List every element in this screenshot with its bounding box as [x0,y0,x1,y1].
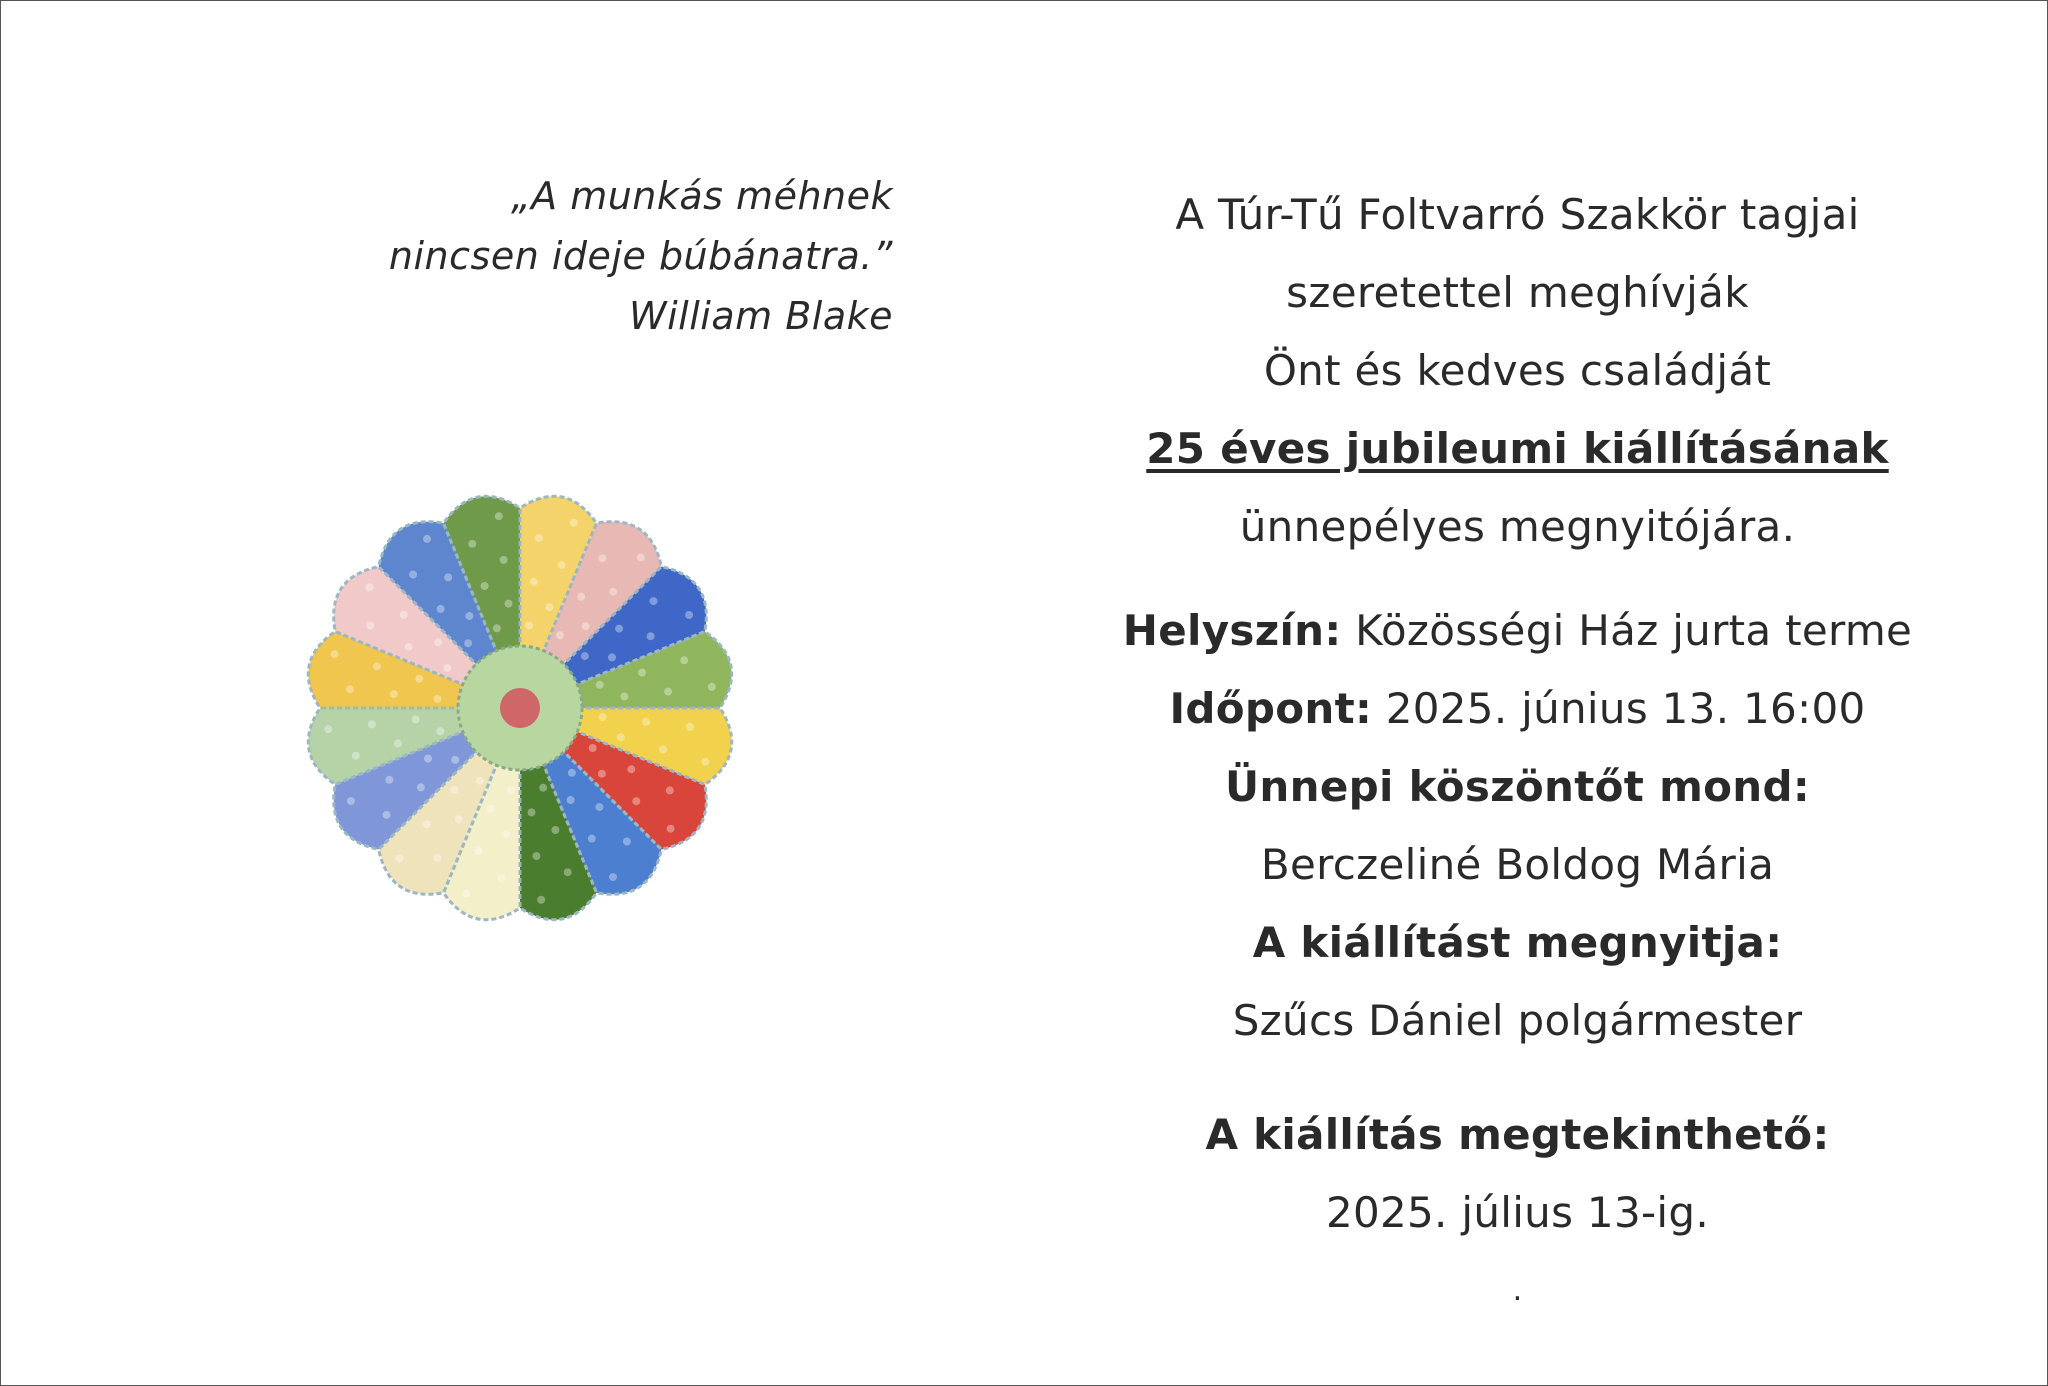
quilt-petal-pattern-dot [664,688,672,696]
quilt-petal-pattern-dot [599,713,607,721]
quilt-petal-pattern-dot [609,873,617,881]
quilt-petal-pattern-dot [708,683,716,691]
quilt-petal-pattern-dot [530,578,538,586]
quilt-petal-pattern-dot [495,512,503,520]
quilt-petal-pattern-dot [556,631,564,639]
quilt-petal-pattern-dot [598,554,606,562]
quilt-petal-pattern-dot [415,675,423,683]
invitation-text [1080,176,1955,1330]
quilt-petal-pattern-dot [564,868,572,876]
greeting-person: Berczeliné Boldog Mária [1260,840,1775,889]
quilt-petal-pattern-dot [659,746,667,754]
time-row [1080,670,1955,748]
quilt-petal-pattern-dot [493,624,501,632]
quilt-petal-pattern-dot [667,825,675,833]
quilt-petal-pattern-dot [609,588,617,596]
quilt-petal-pattern-dot [617,733,625,741]
quilt-petal-pattern-dot [666,786,674,794]
quilt-petal-pattern-dot [545,603,553,611]
quilt-petal-pattern-dot [423,535,431,543]
quilt-petal-pattern-dot [324,725,332,733]
quilt-petal-pattern-dot [424,755,432,763]
quilt-petal-pattern-dot [502,830,510,838]
quilt-petal-pattern-dot [347,797,355,805]
quote-line-1: „A munkás méhnek [510,174,893,218]
location-row [1080,592,1955,670]
quilt-petal-pattern-dot [451,756,459,764]
quilt-petal-pattern-dot [525,622,533,630]
viewable-until: 2025. július 13-ig. [1325,1188,1710,1237]
jubilee-exhibition-title: 25 éves jubileumi kiállításának [1146,424,1889,473]
greeting-label: Ünnepi köszöntőt mond: [1225,762,1810,811]
quilt-petal-pattern-dot [434,854,442,862]
quilt-petal-pattern-dot [500,556,508,564]
quilt-petal-pattern-dot [436,727,444,735]
quilt-petal-pattern-dot [620,693,628,701]
quilt-petal-pattern-dot [627,765,635,773]
quilt-petal-pattern-dot [373,662,381,670]
quilt-petal-pattern-dot [365,583,373,591]
quilt-petal-pattern-dot [405,643,413,651]
quilt-petal-pattern-dot [539,784,547,792]
quote-block [389,166,893,346]
quilt-petal-pattern-dot [331,650,339,658]
intro-line-5: ünnepélyes megnyitójára. [1239,502,1796,551]
quilt-petal-pattern-dot [535,534,543,542]
quilt-petal-pattern-dot [412,716,420,724]
quilt-petal-pattern-dot [650,597,658,605]
quilt-petal-pattern-dot [417,783,425,791]
quilt-petal-pattern-dot [437,605,445,613]
intro-line-3: Önt és kedves családját [1263,346,1772,395]
quilt-petal-pattern-dot [346,685,354,693]
quilt-petal-pattern-dot [589,744,597,752]
quilt-petal-pattern-dot [532,852,540,860]
quilt-petal-pattern-dot [390,690,398,698]
quilt-petal-pattern-dot [368,720,376,728]
quilt-petal-pattern-dot [680,656,688,664]
quilt-petal-pattern-dot [596,681,604,689]
quilt-petal-pattern-dot [423,820,431,828]
quilt-petal-pattern-dot [615,625,623,633]
quilt-center-flower [500,688,540,728]
quilt-petal-pattern-dot [507,787,515,795]
quilt-petal-pattern-dot [462,889,470,897]
opening-label: A kiállítást megnyitja: [1252,918,1783,967]
quilt-petal-pattern-dot [570,519,578,527]
quilt-petal-pattern-dot [637,553,645,561]
quilt-petal-pattern-dot [443,664,451,672]
quilt-petal-pattern-dot [444,573,452,581]
quilt-petal-pattern-dot [465,612,473,620]
quilt-petal-pattern-dot [623,838,631,846]
quilt-petal-pattern-dot [434,638,442,646]
quilt-petal-pattern-dot [394,739,402,747]
quilt-petal-pattern-dot [455,815,463,823]
quilt-petal-pattern-dot [568,769,576,777]
quilt-petal-pattern-dot [474,847,482,855]
time-value: 2025. június 13. 16:00 [1385,684,1866,733]
quilt-petal-pattern-dot [558,561,566,569]
quilt-petal-pattern-dot [464,639,472,647]
quilt-petal-pattern-dot [701,758,709,766]
quilt-petal-pattern-dot [409,571,417,579]
quilt-petal-pattern-dot [577,593,585,601]
quilt-petal-pattern-dot [476,777,484,785]
quilt-petal-pattern-dot [505,600,513,608]
time-label: Időpont: [1169,684,1373,733]
location-label: Helyszín: [1122,606,1342,655]
quilt-petal-pattern-dot [608,653,616,661]
quilt-petal-pattern-dot [528,808,536,816]
intro-line-2: szeretettel meghívják [1286,268,1749,317]
dresden-plate-quilt-image [280,468,760,948]
quote-line-2: nincsen ideje búbánatra.” [388,234,893,278]
quilt-petal-pattern-dot [487,805,495,813]
quilt-petal-pattern-dot [647,632,655,640]
location-value: Közösségi Ház jurta terme [1355,606,1913,655]
quilt-petal-pattern-dot [581,652,589,660]
intro-line-1: A Túr-Tű Foltvarró Szakkör tagjai [1175,190,1860,239]
quilt-petal-pattern-dot [642,718,650,726]
quilt-petal-pattern-dot [383,811,391,819]
quilt-petal-pattern-dot [352,752,360,760]
quilt-petal-pattern-dot [481,582,489,590]
quilt-petal-pattern-dot [497,874,505,882]
quilt-petal-pattern-dot [685,611,693,619]
quilt-petal-pattern-dot [632,797,640,805]
quilt-petal-pattern-dot [385,776,393,784]
quilt-petal-pattern-dot [567,796,575,804]
quilt-petal-pattern-dot [468,540,476,548]
quilt-petal-pattern-dot [450,786,458,794]
quilt-petal-pattern-dot [638,669,646,677]
quilt-petal-pattern-dot [434,695,442,703]
viewable-label: A kiállítás megtekinthető: [1205,1110,1830,1159]
quilt-petal-pattern-dot [686,723,694,731]
quilt-petal-pattern-dot [395,855,403,863]
quote-author: William Blake [629,294,893,338]
trailing-dot: . [1512,1273,1523,1308]
quilt-petal-pattern-dot [366,622,374,630]
quilt-petal-pattern-dot [595,803,603,811]
opening-person: Szűcs Dániel polgármester [1232,996,1803,1045]
quilt-petal-pattern-dot [551,826,559,834]
quilt-petal-pattern-dot [598,770,606,778]
quilt-petal-pattern-dot [400,611,408,619]
quilt-petal-pattern-dot [537,896,545,904]
quilt-petal-pattern-dot [588,835,596,843]
quilt-petal-pattern-dot [582,622,590,630]
